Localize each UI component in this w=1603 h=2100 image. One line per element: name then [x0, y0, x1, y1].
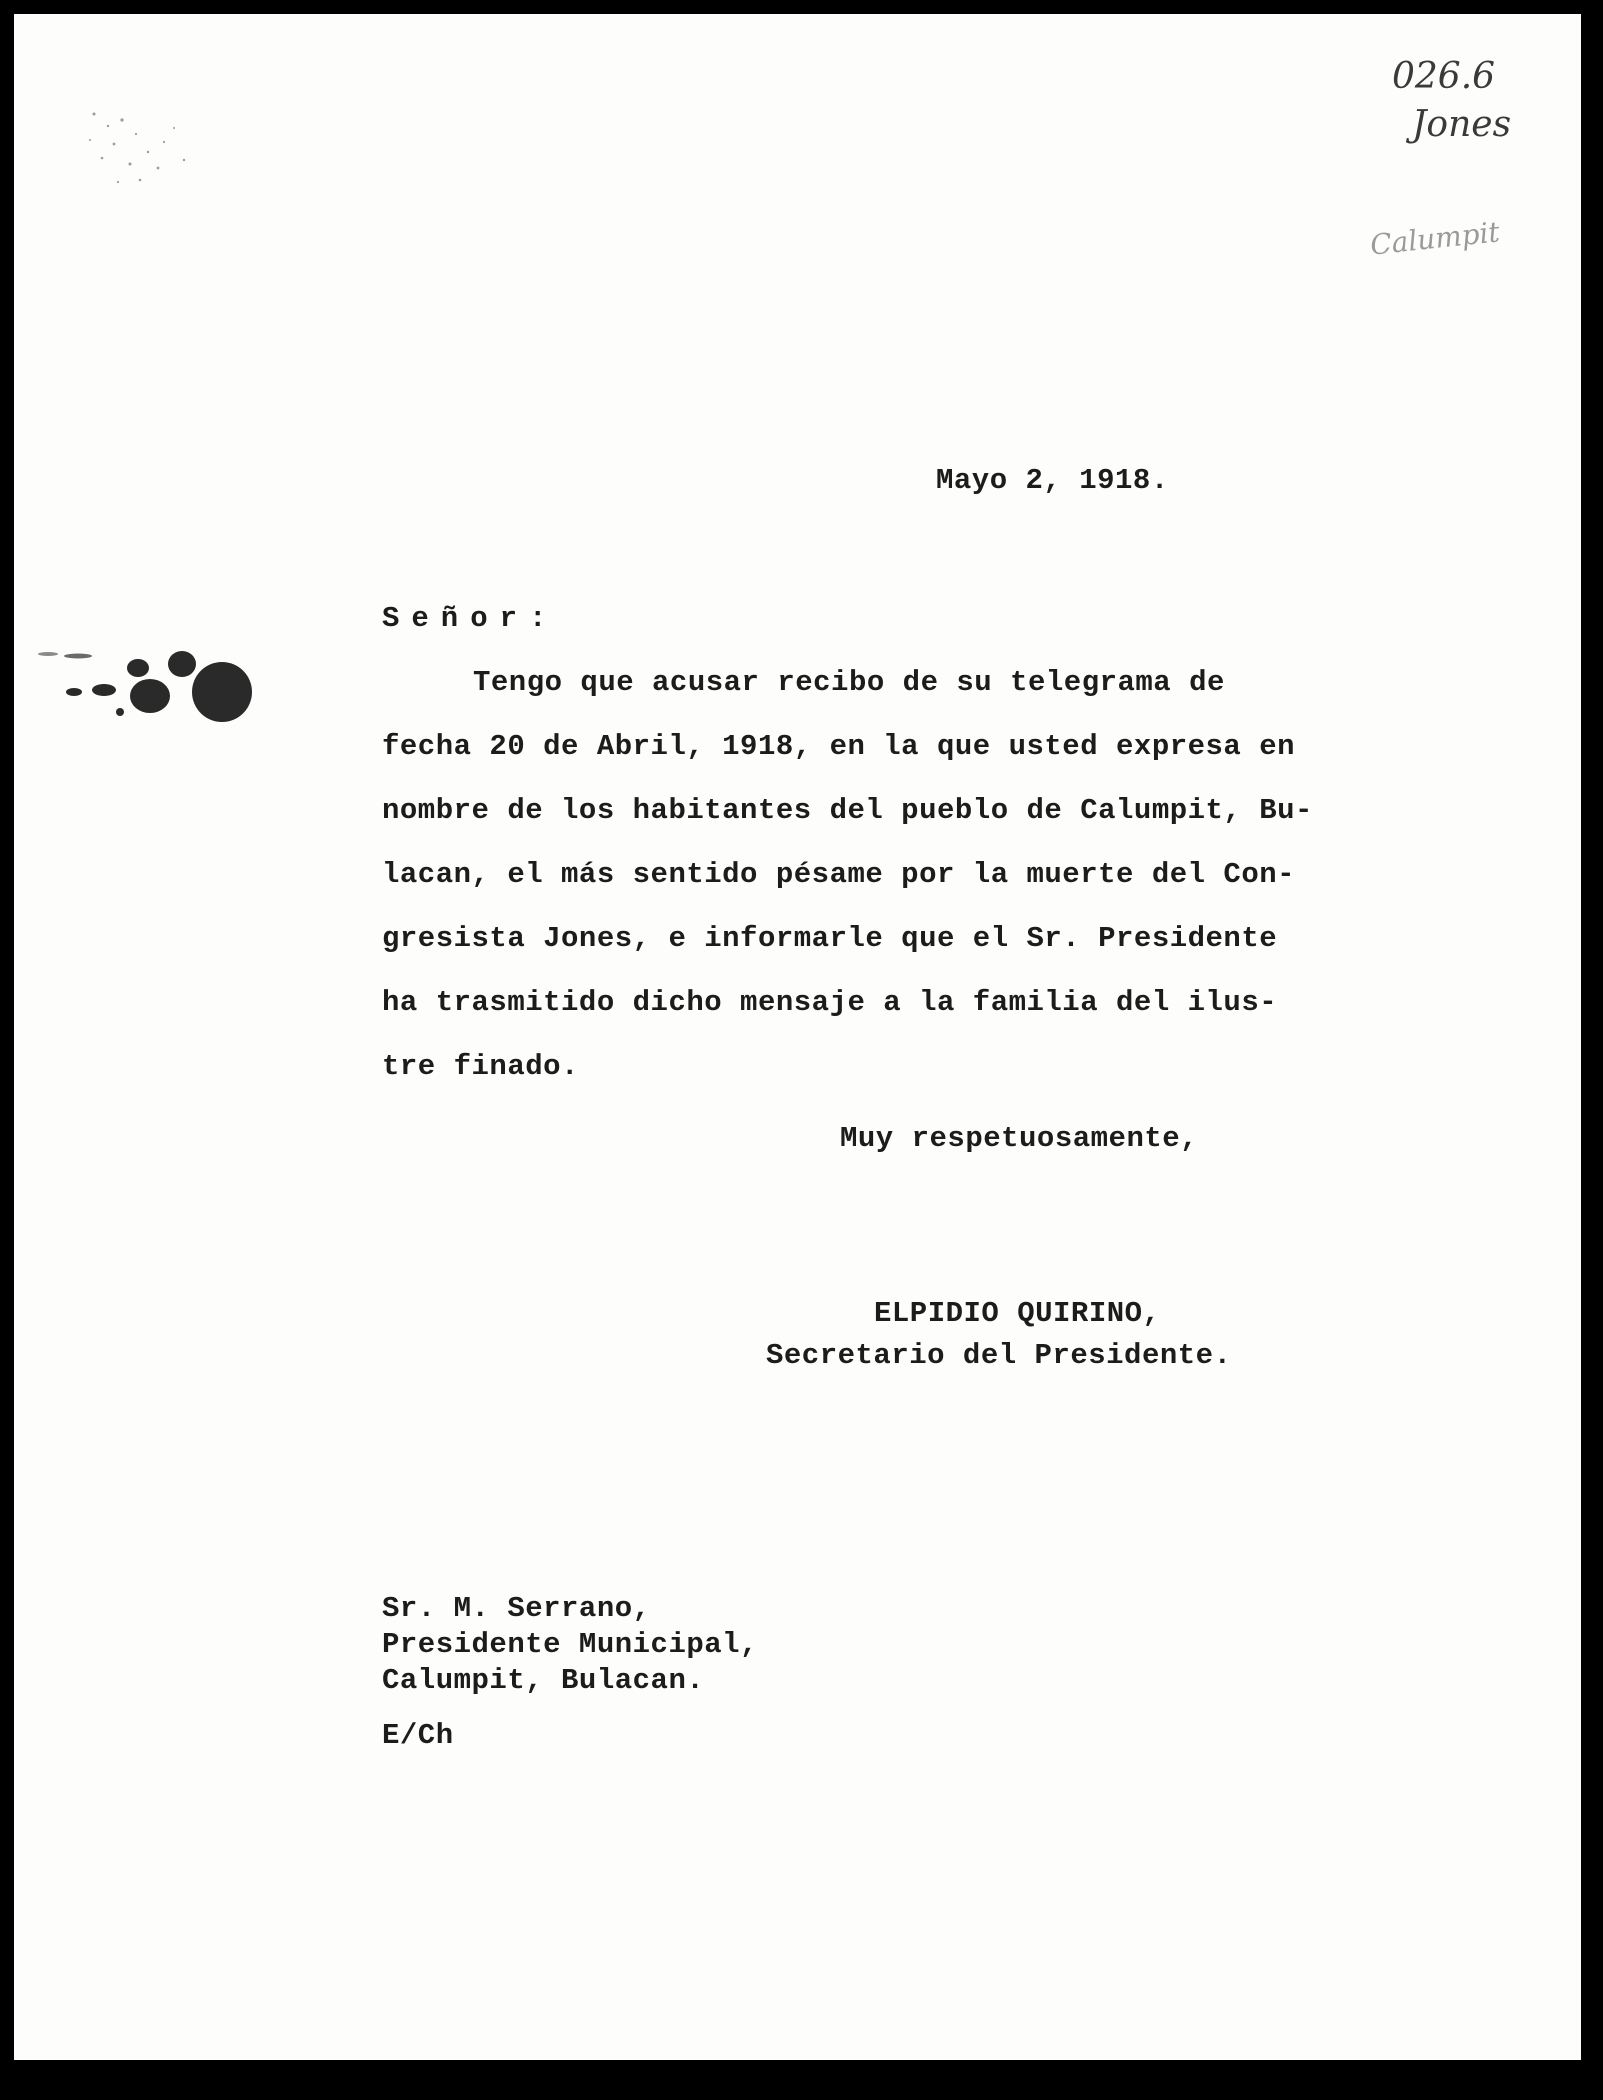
paper-speckles: [74, 84, 214, 214]
recipient-line: Sr. M. Serrano,: [382, 1592, 651, 1625]
document-page: [14, 14, 1581, 2060]
typist-initials: E/Ch: [382, 1719, 454, 1752]
body-line: nombre de los habitantes del pueblo de Calumpit, Bu-: [382, 794, 1313, 827]
signature-name: ELPIDIO QUIRINO,: [874, 1297, 1161, 1330]
body-line: tre finado.: [382, 1050, 579, 1083]
body-line: fecha 20 de Abril, 1918, en la que usted expresa en: [382, 730, 1296, 763]
recipient-line: Calumpit, Bulacan.: [382, 1664, 705, 1697]
file-name-annotation: Jones: [1412, 104, 1512, 145]
place-annotation: Calumpit: [1368, 215, 1502, 262]
closing: Muy respetuosamente,: [840, 1122, 1199, 1155]
recipient-line: Presidente Municipal,: [382, 1628, 758, 1661]
signature-title: Secretario del Presidente.: [766, 1339, 1232, 1372]
salutation: Señor:: [382, 602, 559, 635]
ink-blot: [34, 626, 264, 736]
file-number-annotation: 026.6: [1392, 56, 1496, 97]
body-line: lacan, el más sentido pésame por la muerte del Con-: [382, 858, 1296, 891]
letter-date: Mayo 2, 1918.: [936, 464, 1169, 497]
body-line: ha trasmitido dicho mensaje a la familia del ilus-: [382, 986, 1278, 1019]
body-line: Tengo que acusar recibo de su telegrama de: [473, 666, 1225, 699]
body-line: gresista Jones, e informarle que el Sr. Presidente: [382, 922, 1278, 955]
